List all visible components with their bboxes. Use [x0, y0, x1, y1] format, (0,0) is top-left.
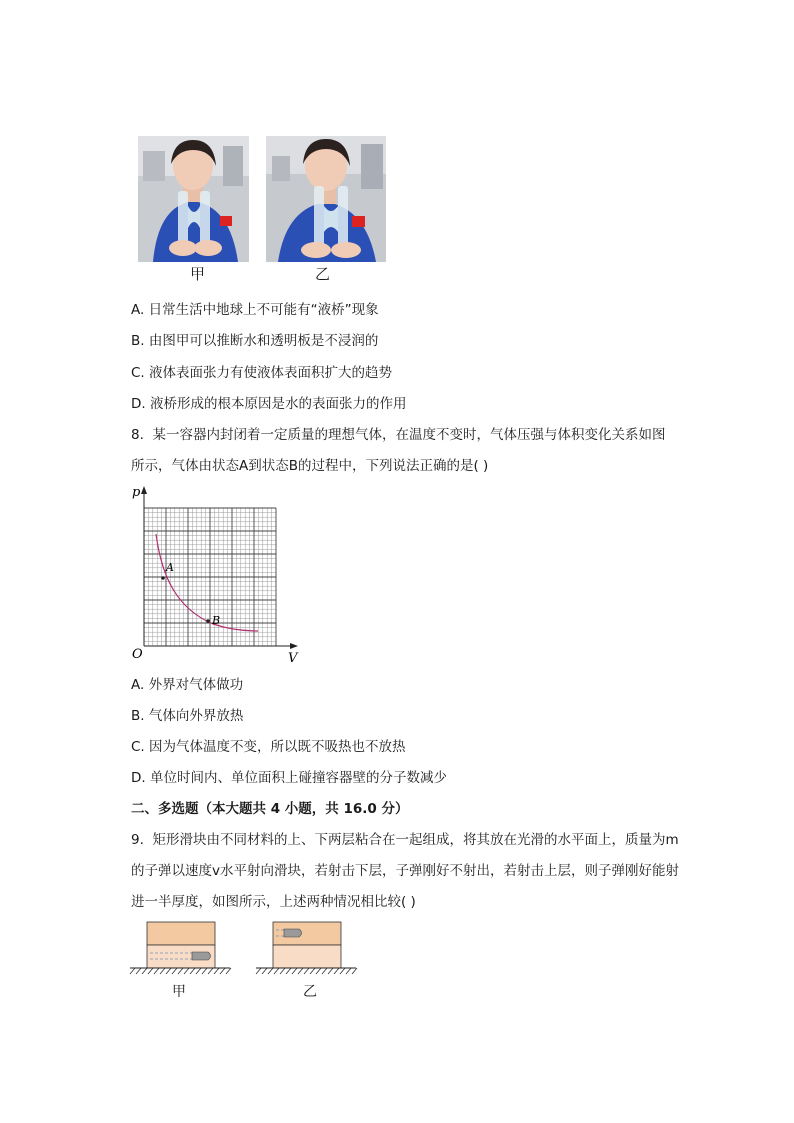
- q7-option-b: B. 由图甲可以推断水和透明板是不浸润的: [131, 333, 379, 349]
- q9-line-2: 的子弹以速度v水平射向滑块，若射击下层，子弹刚好不射出，若射击上层，则子弹刚好能射: [131, 863, 679, 879]
- block-caption-left: 甲: [172, 984, 186, 1000]
- right-block-bottom-layer: [273, 945, 341, 968]
- q7-option-d: D. 液桥形成的根本原因是水的表面张力的作用: [131, 396, 407, 412]
- q8-option-b: B. 气体向外界放热: [131, 708, 244, 724]
- astronaut-photo-right: [266, 136, 386, 262]
- block-figure: [126, 916, 362, 976]
- q8-option-c: C. 因为气体温度不变，所以既不吸热也不放热: [131, 739, 406, 755]
- right-block-top-layer: [273, 922, 341, 945]
- point-a-label: A: [166, 561, 174, 574]
- q8-option-d: D. 单位时间内、单位面积上碰撞容器壁的分子数减少: [131, 770, 447, 786]
- astronaut-photo-left: [138, 136, 249, 262]
- q8-line-2: 所示，气体由状态A到状态B的过程中，下列说法正确的是( ): [131, 458, 489, 474]
- photo-caption-right: 乙: [315, 265, 331, 283]
- q7-option-c: C. 液体表面张力有使液体表面积扩大的趋势: [131, 365, 393, 381]
- origin-label: O: [132, 647, 143, 662]
- block-caption-right: 乙: [303, 984, 317, 1000]
- point-b-label: B: [212, 614, 221, 627]
- q8-option-a: A. 外界对气体做功: [131, 677, 244, 693]
- left-block-top-layer: [147, 922, 215, 945]
- pv-graph: [128, 484, 303, 666]
- right-bullet: [284, 929, 302, 937]
- photo-caption-left: 甲: [190, 265, 206, 283]
- left-bullet: [192, 952, 211, 960]
- section-2-title: 二、多选题（本大题共 4 小题，共 16.0 分）: [131, 801, 409, 817]
- q8-line-1: 8. 某一容器内封闭着一定质量的理想气体，在温度不变时，气体压强与体积变化关系如图: [131, 427, 666, 443]
- q7-option-a: A. 日常生活中地球上不可能有“液桥”现象: [131, 302, 379, 318]
- x-axis-label: V: [288, 651, 298, 666]
- y-axis-label: p: [132, 485, 141, 500]
- q9-line-3: 进一半厚度，如图所示，上述两种情况相比较( ): [131, 894, 416, 910]
- q9-line-1: 9. 矩形滑块由不同材料的上、下两层粘合在一起组成，将其放在光滑的水平面上，质量为m: [131, 832, 679, 848]
